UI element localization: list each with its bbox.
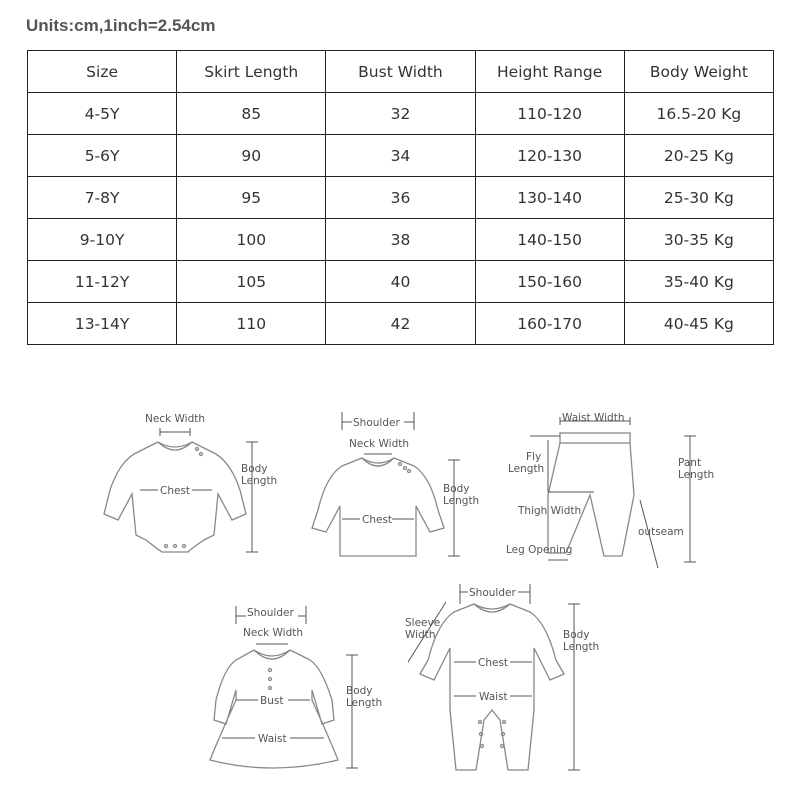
table-cell: 9-10Y [28,219,177,261]
table-cell: 5-6Y [28,135,177,177]
shoulder-label: Shoulder [469,587,516,599]
table-cell: 16.5-20 Kg [624,93,773,135]
table-row [28,177,774,219]
body-length-label: Body [346,685,373,697]
neck-width-label: Neck Width [243,627,304,639]
table-cell: 130-140 [475,177,624,219]
table-cell: 120-130 [475,135,624,177]
column-header: Size [28,51,177,93]
table-cell: 13-14Y [28,303,177,345]
pants-diagram [506,412,714,568]
measurement-diagrams [0,390,800,800]
table-cell: 32 [326,93,475,135]
fly-length-label: Fly [526,451,542,463]
table-cell: 38 [326,219,475,261]
table-header-row [28,51,774,93]
bust-label: Bust [260,695,284,707]
table-cell: 100 [177,219,326,261]
body-length-label: Length [241,475,278,487]
outseam-label: outseam [638,526,684,538]
table-cell: 160-170 [475,303,624,345]
table-cell: 90 [177,135,326,177]
table-row [28,303,774,345]
chest-label: Chest [478,657,509,669]
table-cell: 36 [326,177,475,219]
table-cell: 150-160 [475,261,624,303]
romper-diagram [405,584,599,770]
shoulder-label: Shoulder [353,417,400,429]
column-header: Height Range [475,51,624,93]
sweater-diagram [312,412,479,556]
table-cell: 140-150 [475,219,624,261]
body-length-label: Length [563,641,600,653]
table-cell: 85 [177,93,326,135]
shoulder-label: Shoulder [247,607,294,619]
table-cell: 42 [326,303,475,345]
neck-width-label: Neck Width [349,438,410,450]
table-cell: 20-25 Kg [624,135,773,177]
table-cell: 7-8Y [28,177,177,219]
sleeve-width-label: Width [405,629,436,641]
table-cell: 30-35 Kg [624,219,773,261]
pant-length-label: Pant [678,457,702,469]
body-length-label: Length [346,697,383,709]
table-cell: 40 [326,261,475,303]
pant-length-label: Length [678,469,715,481]
table-cell: 95 [177,177,326,219]
units-note: Units:cm,1inch=2.54cm [26,16,216,35]
column-header: Skirt Length [177,51,326,93]
waist-label: Waist [258,733,287,745]
sleeve-width-label: Sleeve [405,617,441,629]
table-cell: 11-12Y [28,261,177,303]
table-cell: 110-120 [475,93,624,135]
table-cell: 35-40 Kg [624,261,773,303]
table-cell: 110 [177,303,326,345]
chest-label: Chest [160,485,191,497]
waist-width-label: Waist Width [562,412,625,424]
size-chart-table [27,50,774,345]
table-cell: 105 [177,261,326,303]
body-length-label: Body [443,483,470,495]
body-length-label: Body [241,463,268,475]
body-length-label: Body [563,629,590,641]
column-header: Bust Width [326,51,475,93]
leg-opening-label: Leg Opening [506,544,573,556]
table-row [28,219,774,261]
table-cell: 34 [326,135,475,177]
table-cell: 4-5Y [28,93,177,135]
column-header: Body Weight [624,51,773,93]
thigh-width-label: Thigh Width [518,505,582,517]
table-cell: 40-45 Kg [624,303,773,345]
waist-label: Waist [479,691,508,703]
body-length-label: Length [443,495,480,507]
neck-width-label: Neck Width [145,413,206,425]
chest-label: Chest [362,514,393,526]
table-row [28,93,774,135]
bodysuit-diagram [104,413,277,552]
table-row [28,135,774,177]
fly-length-label: Length [508,463,545,475]
dress-diagram [210,606,382,768]
table-row [28,261,774,303]
table-cell: 25-30 Kg [624,177,773,219]
